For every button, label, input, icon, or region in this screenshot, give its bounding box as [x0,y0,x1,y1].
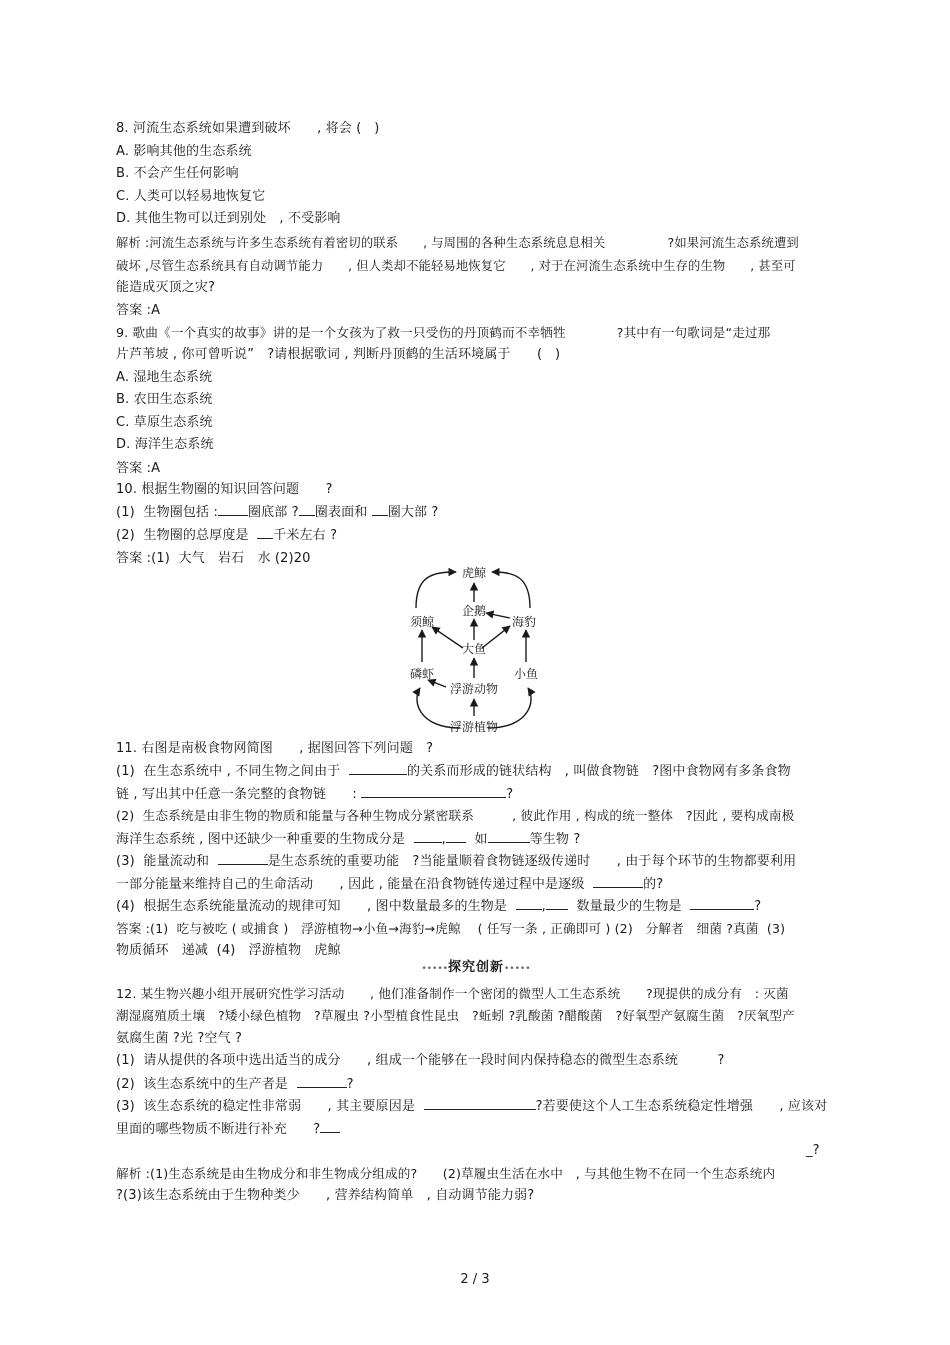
q11-part3 [116,853,796,870]
q11-blank [414,831,442,843]
q11-part3-line2 [116,876,663,893]
q9-stem-line: 片芦苇坡 , 你可曾听说” ?请根据歌词 , 判断丹顶鹤的生活环境属于 ( ) [116,347,561,362]
q11-blank [546,898,568,910]
badge-decoration: ••••• [421,964,448,974]
q11-text: (4) 根据生态系统能量流动的规律可知 , 图中数量最多的生物是 [116,899,508,914]
q10-part1-text: 圈大部 ? [387,505,439,520]
food-web-diagram [398,560,550,736]
q8-option-a: A. 影响其他的生态系统 [116,144,252,159]
q8-option-c: C. 人类可以轻易地恢复它 [116,189,266,204]
arrow-big-fish-to-seal [482,626,510,648]
q12-part3 [116,1098,827,1115]
q11-text: (3) 能量流动和 [116,854,210,869]
q12-text: ?若要使这个人工生态系统稳定性增强 , 应该对 [535,1099,828,1114]
q10-blank [372,504,388,516]
q10-blank [218,504,248,516]
q9-option-b: B. 农田生态系统 [116,392,213,407]
q9-option-d: D. 海洋生态系统 [116,437,214,452]
q9-option-a: A. 湿地生态系统 [116,370,213,385]
arrow-seal-to-penguin [486,613,510,618]
arrow-big-fish-to-baleen-whale [432,627,463,648]
q11-stem: 11. 右图是南极食物网简图 , 据图回答下列问题 ? [116,741,434,756]
q8-option-b: B. 不会产生任何影响 [116,166,239,181]
q11-text: 海洋生态系统 , 图中还缺少一种重要的生物成分是 [116,832,405,847]
q11-text: 是生态系统的重要功能 ?当能量顺着食物链逐级传递时 , 由于每个环节的生物都要利用 [267,854,797,869]
node-zooplankton: 浮游动物 [449,682,499,696]
node-krill: 磷虾 [409,667,435,681]
q12-text: 里面的哪些物质不断进行补充 ? [116,1122,321,1137]
q11-blank [690,898,754,910]
q11-part2: (2) 生态系统是由非生物的物质和能量与各种生物成分紧密联系 , 彼此作用 , 构成的统一整体 ?因此 , 要构成南极 [116,808,795,823]
q12-blank [297,1076,347,1088]
section-badge [415,958,537,978]
q12-analysis-line: 解析 :(1)生态系统是由生物成分和非生物成分组成的? (2)草履虫生活在水中 , 与其他生物不在同一个生态系统内 [116,1166,776,1181]
q11-blank [516,898,542,910]
node-baleen-whale: 须鲸 [409,615,435,629]
node-seal: 海豹 [511,615,537,629]
q10-part2 [116,527,337,544]
q11-text: 一部分能量来维持自己的生命活动 , 因此 , 能量在沿食物链传递过程中是逐级 [116,877,585,892]
q10-blank [299,504,315,516]
q11-part1 [116,763,791,780]
arrow-seal-to-tiger-whale [492,572,530,608]
q12-part3-line3: _? [806,1143,820,1158]
q11-text: , [541,899,546,914]
node-phytoplankton: 浮游植物 [449,720,499,734]
q11-blank [446,831,466,843]
q11-answer-line: 答案 :(1) 吃与被吃 ( 或捕食 ) 浮游植物→小鱼→海豹→虎鲸 ( 任写一条 , 正确即可 ) (2) 分解者 细菌 ?真菌 (3) [116,921,786,936]
q8-analysis-line: 能造成灭顶之灾? [116,280,216,295]
q8-analysis-line: 破坏 ,尽管生态系统具有自动调节能力 , 但人类却不能轻易地恢复它 , 对于在河流生态系统中生存的生物 , 甚至可 [116,259,796,273]
q11-text: 数量最少的生物是 [576,899,682,914]
arrow-baleen-whale-to-tiger-whale [416,572,456,608]
node-tiger-whale: 虎鲸 [461,566,487,580]
q10-answer: 答案 :(1) 大气 岩石 水 (2)20 [116,551,311,566]
q11-text: 的关系而形成的链状结构 , 叫做食物链 ?图中食物网有多条食物 [406,764,791,779]
q12-part3-line2 [116,1121,340,1138]
q11-answer-line: 物质循环 递减 (4) 浮游植物 虎鲸 [116,943,341,958]
q12-stem-line: 氨腐生菌 ?光 ?空气 ? [116,1031,243,1046]
q8-answer: 答案 :A [116,303,161,318]
q10-blank [257,527,273,539]
q12-text: ? [346,1077,354,1092]
q10-part1-text: 圈底部 ? [248,505,299,520]
q10-part1 [116,504,439,521]
q11-text: ? [506,787,514,802]
page-number: 2 / 3 [460,1272,490,1287]
q12-blank [424,1098,536,1110]
q11-text: 如 [474,832,488,847]
q8-stem: 8. 河流生态系统如果遭到破坏 , 将会 ( ) [116,121,380,136]
q11-blank [361,786,506,798]
q11-part1-line2 [116,786,513,803]
q8-analysis-line: 解析 :河流生态系统与许多生态系统有着密切的联系 , 与周围的各种生态系统息息相关 ?如果河流生态系统遭到 [116,236,799,250]
q11-text: 等生物 ? [529,832,581,847]
q11-blank [488,831,530,843]
q10-stem: 10. 根据生物圈的知识回答问题 ? [116,482,333,497]
arrow-zooplankton-to-krill [428,680,446,687]
q12-stem-line: 潮湿腐殖质土壤 ?矮小绿色植物 ?草履虫 ?小型植食性昆虫 ?蚯蚓 ?乳酸菌 ?醋酸菌 ?好氧型产氨腐生菌 ?厌氧型产 [116,1008,795,1023]
badge-decoration: ••••• [504,964,531,974]
q10-part1-text: (1) 生物圈包括 : [116,505,218,520]
q10-part2-text: (2) 生物圈的总厚度是 [116,528,249,543]
node-small-fish: 小鱼 [513,667,539,681]
q11-part2-line2 [116,831,580,848]
q11-blank [218,853,268,865]
node-big-fish: 大鱼 [461,642,487,656]
q8-option-d: D. 其他生物可以迁到别处 , 不受影响 [116,211,341,226]
q11-text: 的? [643,877,664,892]
node-penguin: 企鹅 [461,604,487,618]
q12-stem-line: 12. 某生物兴趣小组开展研究性学习活动 , 他们准备制作一个密闭的微型人工生态系统 ?现提供的成分有 : 灭菌 [116,986,789,1001]
q12-text: (3) 该生态系统的稳定性非常弱 , 其主要原因是 [116,1099,415,1114]
q11-text: 链 , 写出其中任意一条完整的食物链 : [116,787,357,802]
q9-option-c: C. 草原生态系统 [116,415,213,430]
q11-text: (1) 在生态系统中 , 不同生物之间由于 [116,764,341,779]
section-badge-title: 探究创新 [447,960,504,975]
q11-blank [593,876,643,888]
q9-answer: 答案 :A [116,461,161,476]
q12-part1: (1) 请从提供的各项中选出适当的成分 , 组成一个能够在一段时间内保持稳态的微型生态系统 ? [116,1053,725,1068]
q11-text: ? [754,899,762,914]
q12-analysis-line: ?(3)该生态系统由于生物种类少 , 营养结构简单 , 自动调节能力弱? [116,1188,535,1203]
q12-part2 [116,1076,354,1093]
q10-part1-text: 圈表面和 [314,505,368,520]
q10-part2-text: 千米左右 ? [273,528,338,543]
q12-blank [320,1121,340,1133]
q12-text: (2) 该生态系统中的生产者是 [116,1077,289,1092]
q9-stem-line: 9. 歌曲《一个真实的故事》讲的是一个女孩为了救一只受伤的丹顶鹤而不幸牺牲 ?其中有一句歌词是“走过那 [116,325,771,340]
q11-blank [349,763,407,775]
q11-part4 [116,898,761,915]
q11-text: , [441,832,446,847]
